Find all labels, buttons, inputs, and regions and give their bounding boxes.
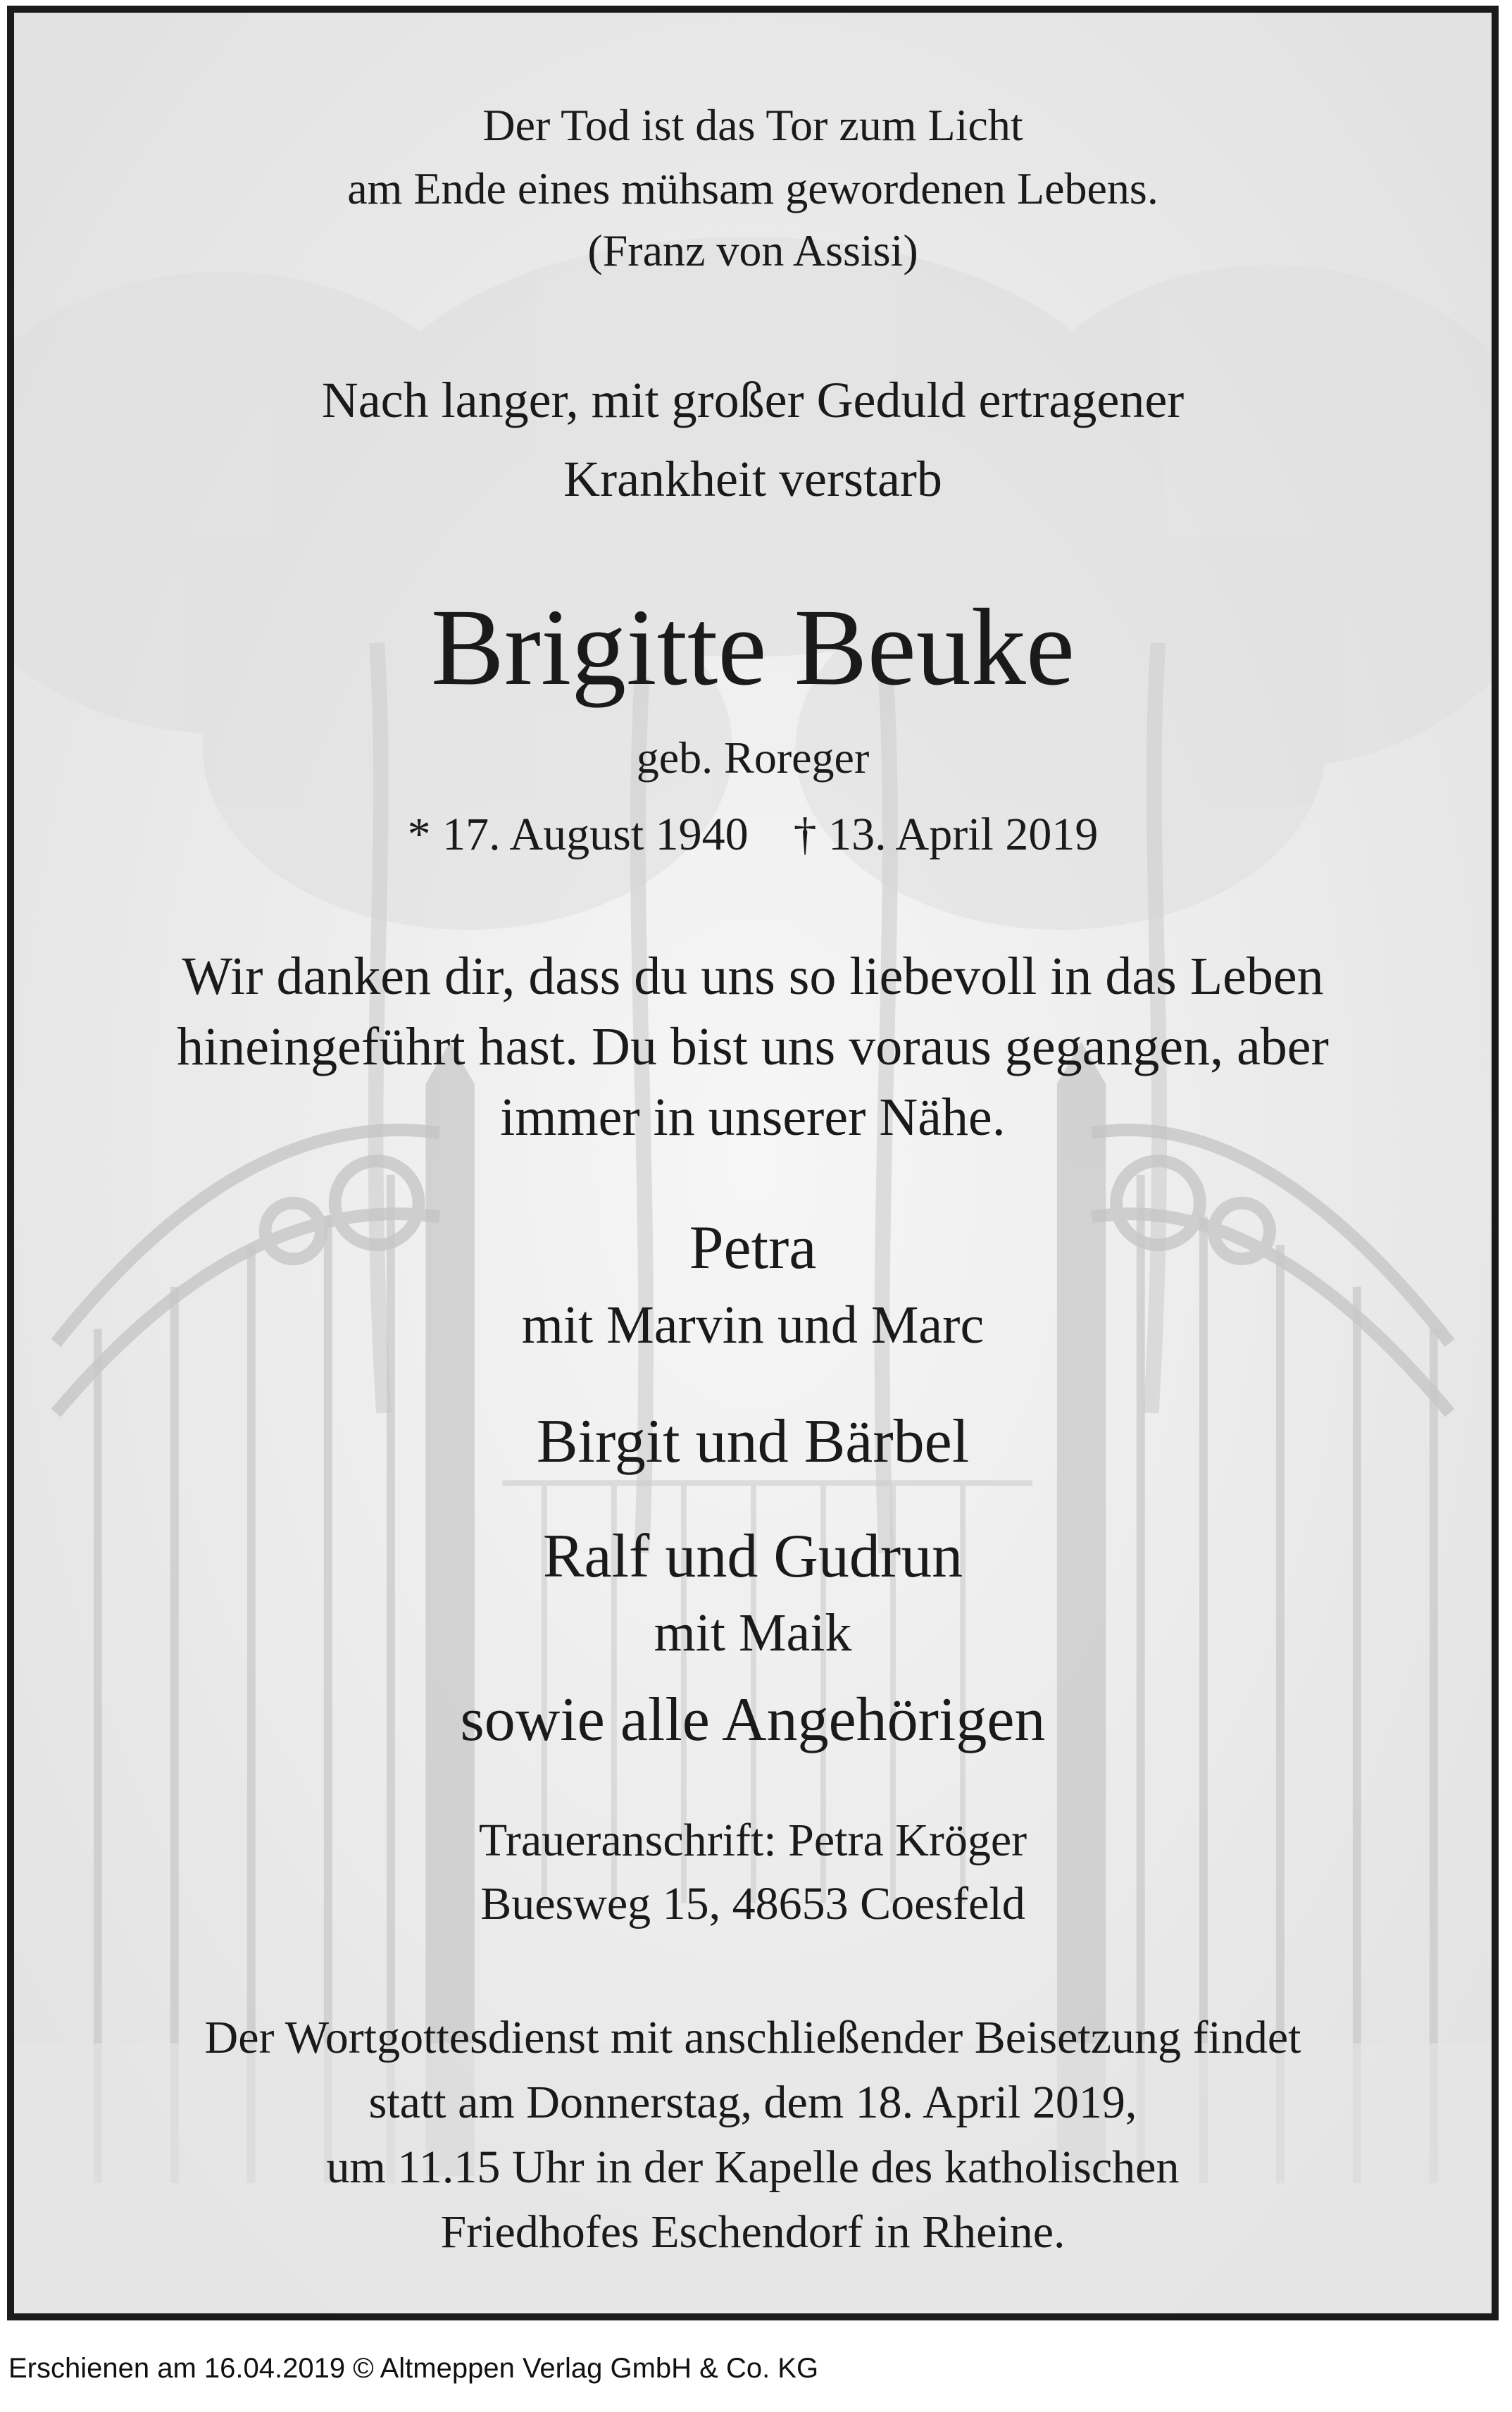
mourner-birgit: Birgit und Bärbel — [536, 1407, 970, 1476]
deceased-name: Brigitte Beuke — [430, 586, 1075, 708]
mourner-ralf: Ralf und Gudrun — [542, 1522, 963, 1591]
service-line-4: Friedhofes Eschendorf in Rheine. — [440, 2206, 1066, 2258]
obituary-notice — [7, 6, 1499, 2320]
service-line-2: statt am Donnerstag, dem 18. April 2019, — [368, 2077, 1137, 2128]
intro-line-1: Nach langer, mit großer Geduld ertragener — [321, 372, 1185, 428]
publication-footer: Erschienen am 16.04.2019 © Altmeppen Verlag GmbH & Co. KG — [8, 2353, 819, 2384]
mourner-others: sowie alle Angehörigen — [460, 1686, 1046, 1754]
death-date: † 13. April 2019 — [793, 809, 1099, 860]
mourner-petra-family: mit Marvin und Marc — [521, 1295, 985, 1355]
address-line-2: Buesweg 15, 48653 Coesfeld — [480, 1878, 1025, 1929]
service-line-3: um 11.15 Uhr in der Kapelle des katholischen — [326, 2141, 1180, 2193]
message-line-3: immer in unserer Nähe. — [500, 1088, 1006, 1147]
address-line-1: Traueranschrift: Petra Kröger — [478, 1815, 1027, 1866]
quote-line-1: Der Tod ist das Tor zum Licht — [482, 100, 1023, 150]
birth-name: geb. Roreger — [636, 733, 870, 783]
quote-line-2: am Ende eines mühsam gewordenen Lebens. — [347, 163, 1158, 213]
mourner-petra: Petra — [689, 1214, 817, 1282]
quote-author: (Franz von Assisi) — [587, 225, 918, 275]
birth-date: * 17. August 1940 — [407, 809, 749, 860]
service-line-1: Der Wortgottesdienst mit anschließender Beisetzung findet — [204, 2012, 1301, 2063]
life-dates — [14, 809, 1492, 860]
message-line-1: Wir danken dir, dass du uns so liebevoll in das Leben — [182, 947, 1324, 1006]
mourner-ralf-family: mit Maik — [654, 1603, 852, 1662]
notice-text — [14, 13, 1492, 2313]
intro-line-2: Krankheit verstarb — [563, 451, 942, 507]
message-line-2: hineingeführt hast. Du bist uns voraus gegangen, aber — [177, 1017, 1329, 1076]
